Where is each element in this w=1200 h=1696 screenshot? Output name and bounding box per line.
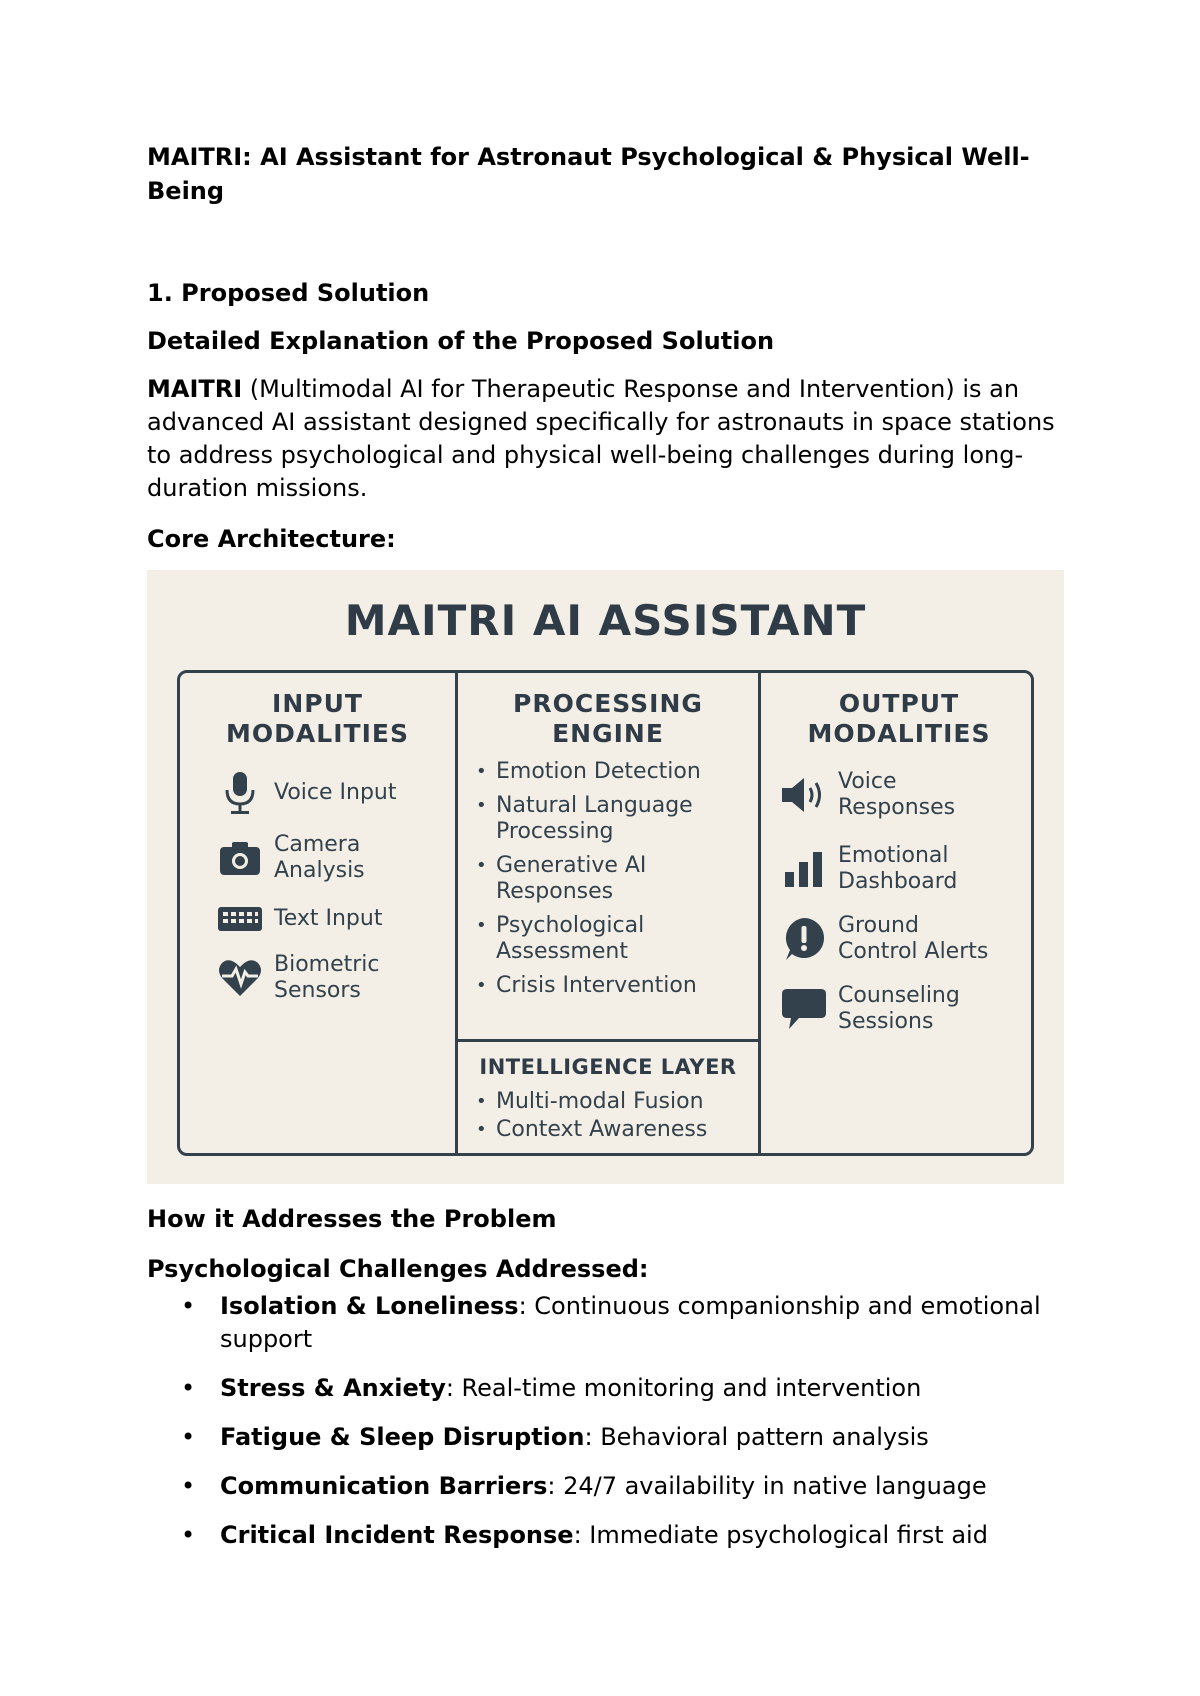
processing-item <box>476 853 746 905</box>
psychological-challenges-heading: Psychological Challenges Addressed: <box>147 1255 649 1283</box>
list-item <box>147 1519 1067 1552</box>
challenge-term: Communication Barriers <box>220 1472 548 1500</box>
processing-engine-heading <box>458 689 758 749</box>
input-label-line1: Voice Input <box>274 780 397 805</box>
microphone-icon <box>216 769 264 817</box>
chat-bubble-icon <box>780 985 828 1033</box>
challenge-desc: : Real-time monitoring and intervention <box>445 1374 922 1402</box>
processing-list <box>476 759 746 1007</box>
intro-paragraph <box>147 373 1067 505</box>
output-item-voice <box>780 769 955 821</box>
input-label-line1: Camera <box>274 832 361 857</box>
list-item <box>147 1421 1067 1454</box>
input-item-voice <box>216 769 397 817</box>
processing-item-line1: Psychological <box>496 913 645 938</box>
processing-item <box>476 913 746 965</box>
input-item-biometric <box>216 952 380 1004</box>
input-label-line1: Text Input <box>274 906 383 931</box>
processing-item-line2: Processing <box>496 819 614 844</box>
divider-intelligence <box>458 1039 758 1042</box>
bar-chart-icon <box>780 845 828 893</box>
processing-item <box>476 793 746 845</box>
addresses-heading: How it Addresses the Problem <box>147 1205 557 1233</box>
challenge-term: Isolation & Loneliness <box>220 1292 519 1320</box>
processing-item <box>476 973 746 999</box>
output-label <box>838 843 957 895</box>
input-label <box>274 906 382 932</box>
list-item <box>147 1372 1067 1405</box>
alert-icon <box>780 915 828 963</box>
intro-bold-term: MAITRI <box>147 375 243 403</box>
processing-item-line1: Crisis Intervention <box>496 973 697 998</box>
output-label-line2: Dashboard <box>838 869 958 894</box>
list-item <box>147 1470 1067 1503</box>
processing-item-line1: Emotion Detection <box>496 759 701 784</box>
intelligence-item: • Context Awareness <box>476 1117 746 1143</box>
output-label-line1: Voice <box>838 769 897 794</box>
architecture-diagram <box>147 570 1064 1184</box>
intelligence-item: • Multi-modal Fusion <box>476 1089 746 1115</box>
challenge-term: Fatigue & Sleep Disruption <box>220 1423 585 1451</box>
output-label-line1: Counseling <box>838 983 960 1008</box>
processing-heading-line2: ENGINE <box>552 719 664 748</box>
intelligence-list <box>476 1089 746 1145</box>
output-item-dashboard <box>780 843 957 895</box>
input-heading-line1: INPUT <box>272 689 363 718</box>
output-label-line1: Emotional <box>838 843 949 868</box>
diagram-frame <box>177 670 1034 1156</box>
input-label <box>274 952 380 1004</box>
input-item-text <box>216 895 382 943</box>
heart-pulse-icon <box>216 954 264 1002</box>
processing-heading-line1: PROCESSING <box>513 689 703 718</box>
challenge-desc: : Immediate psychological first aid <box>573 1521 988 1549</box>
challenge-desc: : Behavioral pattern analysis <box>584 1423 929 1451</box>
list-item <box>147 1290 1067 1356</box>
processing-item-line1: Natural Language <box>496 793 693 818</box>
input-label-line1: Biometric <box>274 952 380 977</box>
output-label-line2: Sessions <box>838 1009 934 1034</box>
core-architecture-heading: Core Architecture: <box>147 525 396 553</box>
challenge-term: Stress & Anxiety <box>220 1374 446 1402</box>
diagram-title: MAITRI AI ASSISTANT <box>344 596 867 645</box>
output-modalities-heading <box>761 689 1037 749</box>
intelligence-layer-heading: INTELLIGENCE LAYER <box>479 1055 737 1079</box>
processing-item-line2: Responses <box>496 879 614 904</box>
section-heading: 1. Proposed Solution <box>147 279 430 307</box>
output-label-line2: Responses <box>838 795 956 820</box>
intro-text: (Multimodal AI for Therapeutic Response and Intervention) is an advanced AI assistant designed specifically for astronauts in space stations to address psychological and physical well-being challenges during long-duration missions. <box>147 375 1055 502</box>
output-label <box>838 983 960 1035</box>
challenge-desc: : Continuous companionship and emotional support <box>220 1292 1041 1353</box>
output-label <box>838 913 988 965</box>
subsection-heading: Detailed Explanation of the Proposed Solution <box>147 327 775 355</box>
input-label <box>274 780 397 806</box>
processing-item-line2: Assessment <box>496 939 628 964</box>
document-title: MAITRI: AI Assistant for Astronaut Psychological & Physical Well-Being <box>147 143 1030 205</box>
camera-icon <box>216 834 264 882</box>
challenge-desc: : 24/7 availability in native language <box>547 1472 987 1500</box>
output-label-line2: Control Alerts <box>838 939 989 964</box>
output-label <box>838 769 955 821</box>
challenge-term: Critical Incident Response <box>220 1521 574 1549</box>
output-heading-line2: MODALITIES <box>807 719 991 748</box>
input-label <box>274 832 365 884</box>
challenges-list <box>147 1290 1067 1568</box>
processing-item <box>476 759 746 785</box>
input-item-camera <box>216 832 365 884</box>
processing-item-line1: Generative AI <box>496 853 647 878</box>
output-item-counseling <box>780 983 960 1035</box>
output-heading-line1: OUTPUT <box>838 689 960 718</box>
output-item-alerts <box>780 913 988 965</box>
output-label-line1: Ground <box>838 913 919 938</box>
input-heading-line2: MODALITIES <box>226 719 409 748</box>
speaker-icon <box>780 771 828 819</box>
input-label-line2: Analysis <box>274 858 365 883</box>
input-modalities-heading <box>180 689 455 749</box>
keyboard-icon <box>216 895 264 943</box>
input-label-line2: Sensors <box>274 978 361 1003</box>
